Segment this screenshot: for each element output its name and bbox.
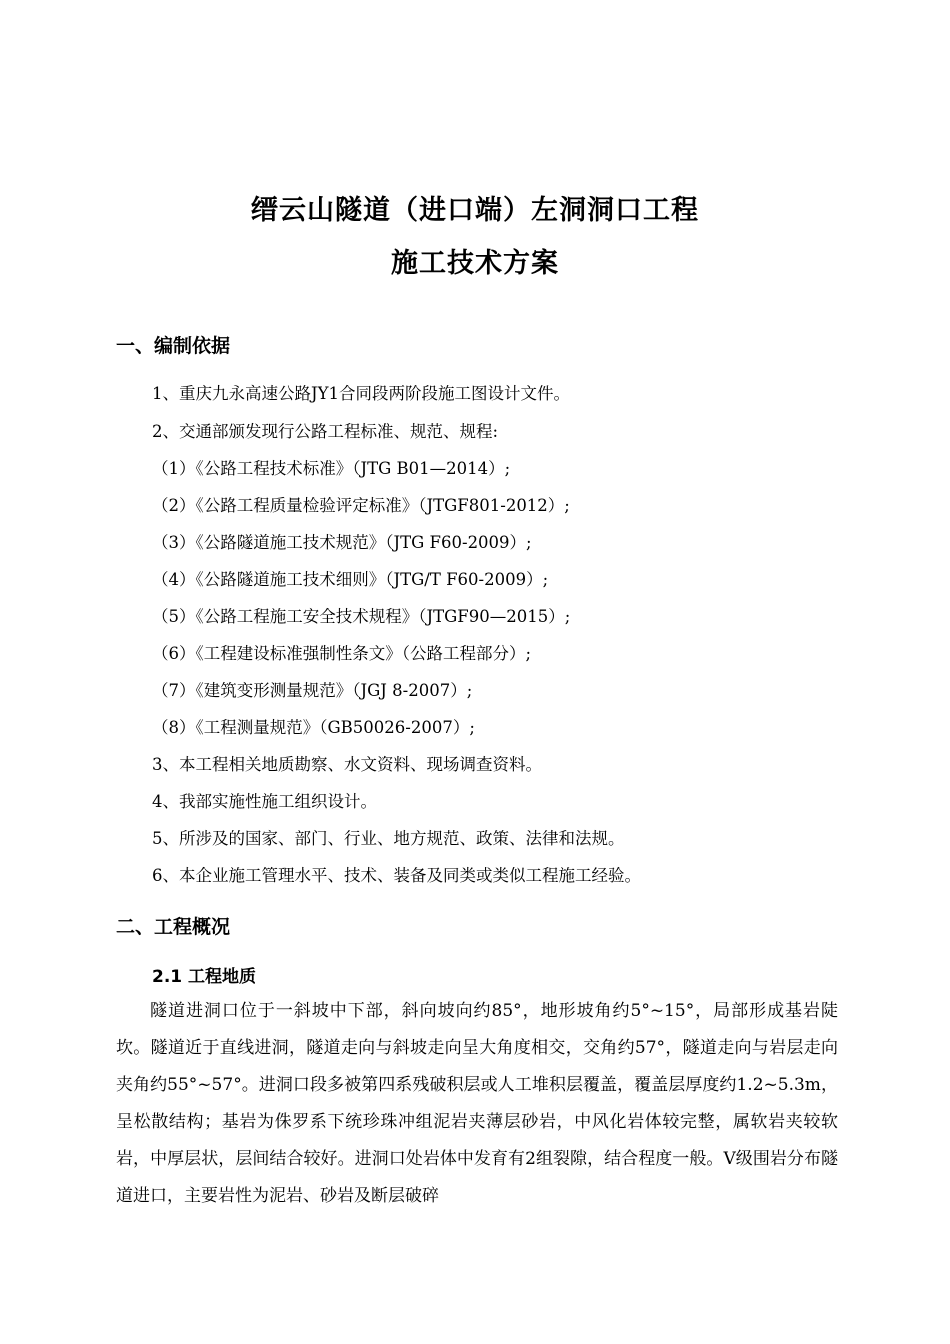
list-item: 3、本工程相关地质勘察、水文资料、现场调查资料。 xyxy=(152,755,542,774)
list-item: （8）《工程测量规范》（GB50026-2007）; xyxy=(152,718,475,737)
section-heading-overview: 二、工程概况 xyxy=(116,916,231,938)
geology-paragraph: 隧道进洞口位于一斜坡中下部，斜向坡向约85°，地形坡角约5°~15°，局部形成基岩陡坎。隧道近于直线进洞，隧道走向与斜坡走向呈大角度相交，交角约57°，隧道走向与岩层走向夹角约55°~57°。进洞口段多被第四系残破积层或人工堆积层覆盖，覆盖层厚度约1.2~5.3m，呈松散结构；基岩为侏罗系下统珍珠冲组泥岩夹薄层砂岩，中风化岩体较完整，属软岩夹较软岩，中厚层状，层间结合较好。进洞口处岩体中发育有2组裂隙，结合程度一般。V级围岩分布隧道进口，主要岩性为泥岩、砂岩及断层破碎 xyxy=(116,1001,838,1206)
list-item: （5）《公路工程施工安全技术规程》（JTGF90—2015）; xyxy=(152,607,571,626)
list-item: 1、重庆九永高速公路JY1合同段两阶段施工图设计文件。 xyxy=(152,384,571,403)
list-item: （7）《建筑变形测量规范》（JGJ 8-2007）; xyxy=(152,681,473,700)
subsection-heading-geology: 2.1 工程地质 xyxy=(152,967,257,987)
list-item: 6、本企业施工管理水平、技术、装备及同类或类似工程施工经验。 xyxy=(152,866,641,885)
document-title: 缙云山隧道（进口端）左洞洞口工程 xyxy=(251,195,699,226)
list-item: （6）《工程建设标准强制性条文》（公路工程部分）; xyxy=(152,644,532,663)
list-item: （3）《公路隧道施工技术规范》（JTG F60-2009）; xyxy=(152,533,532,552)
document-subtitle: 施工技术方案 xyxy=(391,248,559,279)
list-item: 2、交通部颁发现行公路工程标准、规范、规程: xyxy=(152,422,499,441)
list-item: 4、我部实施性施工组织设计。 xyxy=(152,792,377,811)
list-item: （1）《公路工程技术标准》（JTG B01—2014）; xyxy=(152,459,511,478)
list-item: （2）《公路工程质量检验评定标准》（JTGF801-2012）; xyxy=(152,496,570,515)
list-item: 5、所涉及的国家、部门、行业、地方规范、政策、法律和法规。 xyxy=(152,829,625,848)
list-item: （4）《公路隧道施工技术细则》（JTG/T F60-2009）; xyxy=(152,570,549,589)
section-heading-basis: 一、编制依据 xyxy=(116,335,231,357)
